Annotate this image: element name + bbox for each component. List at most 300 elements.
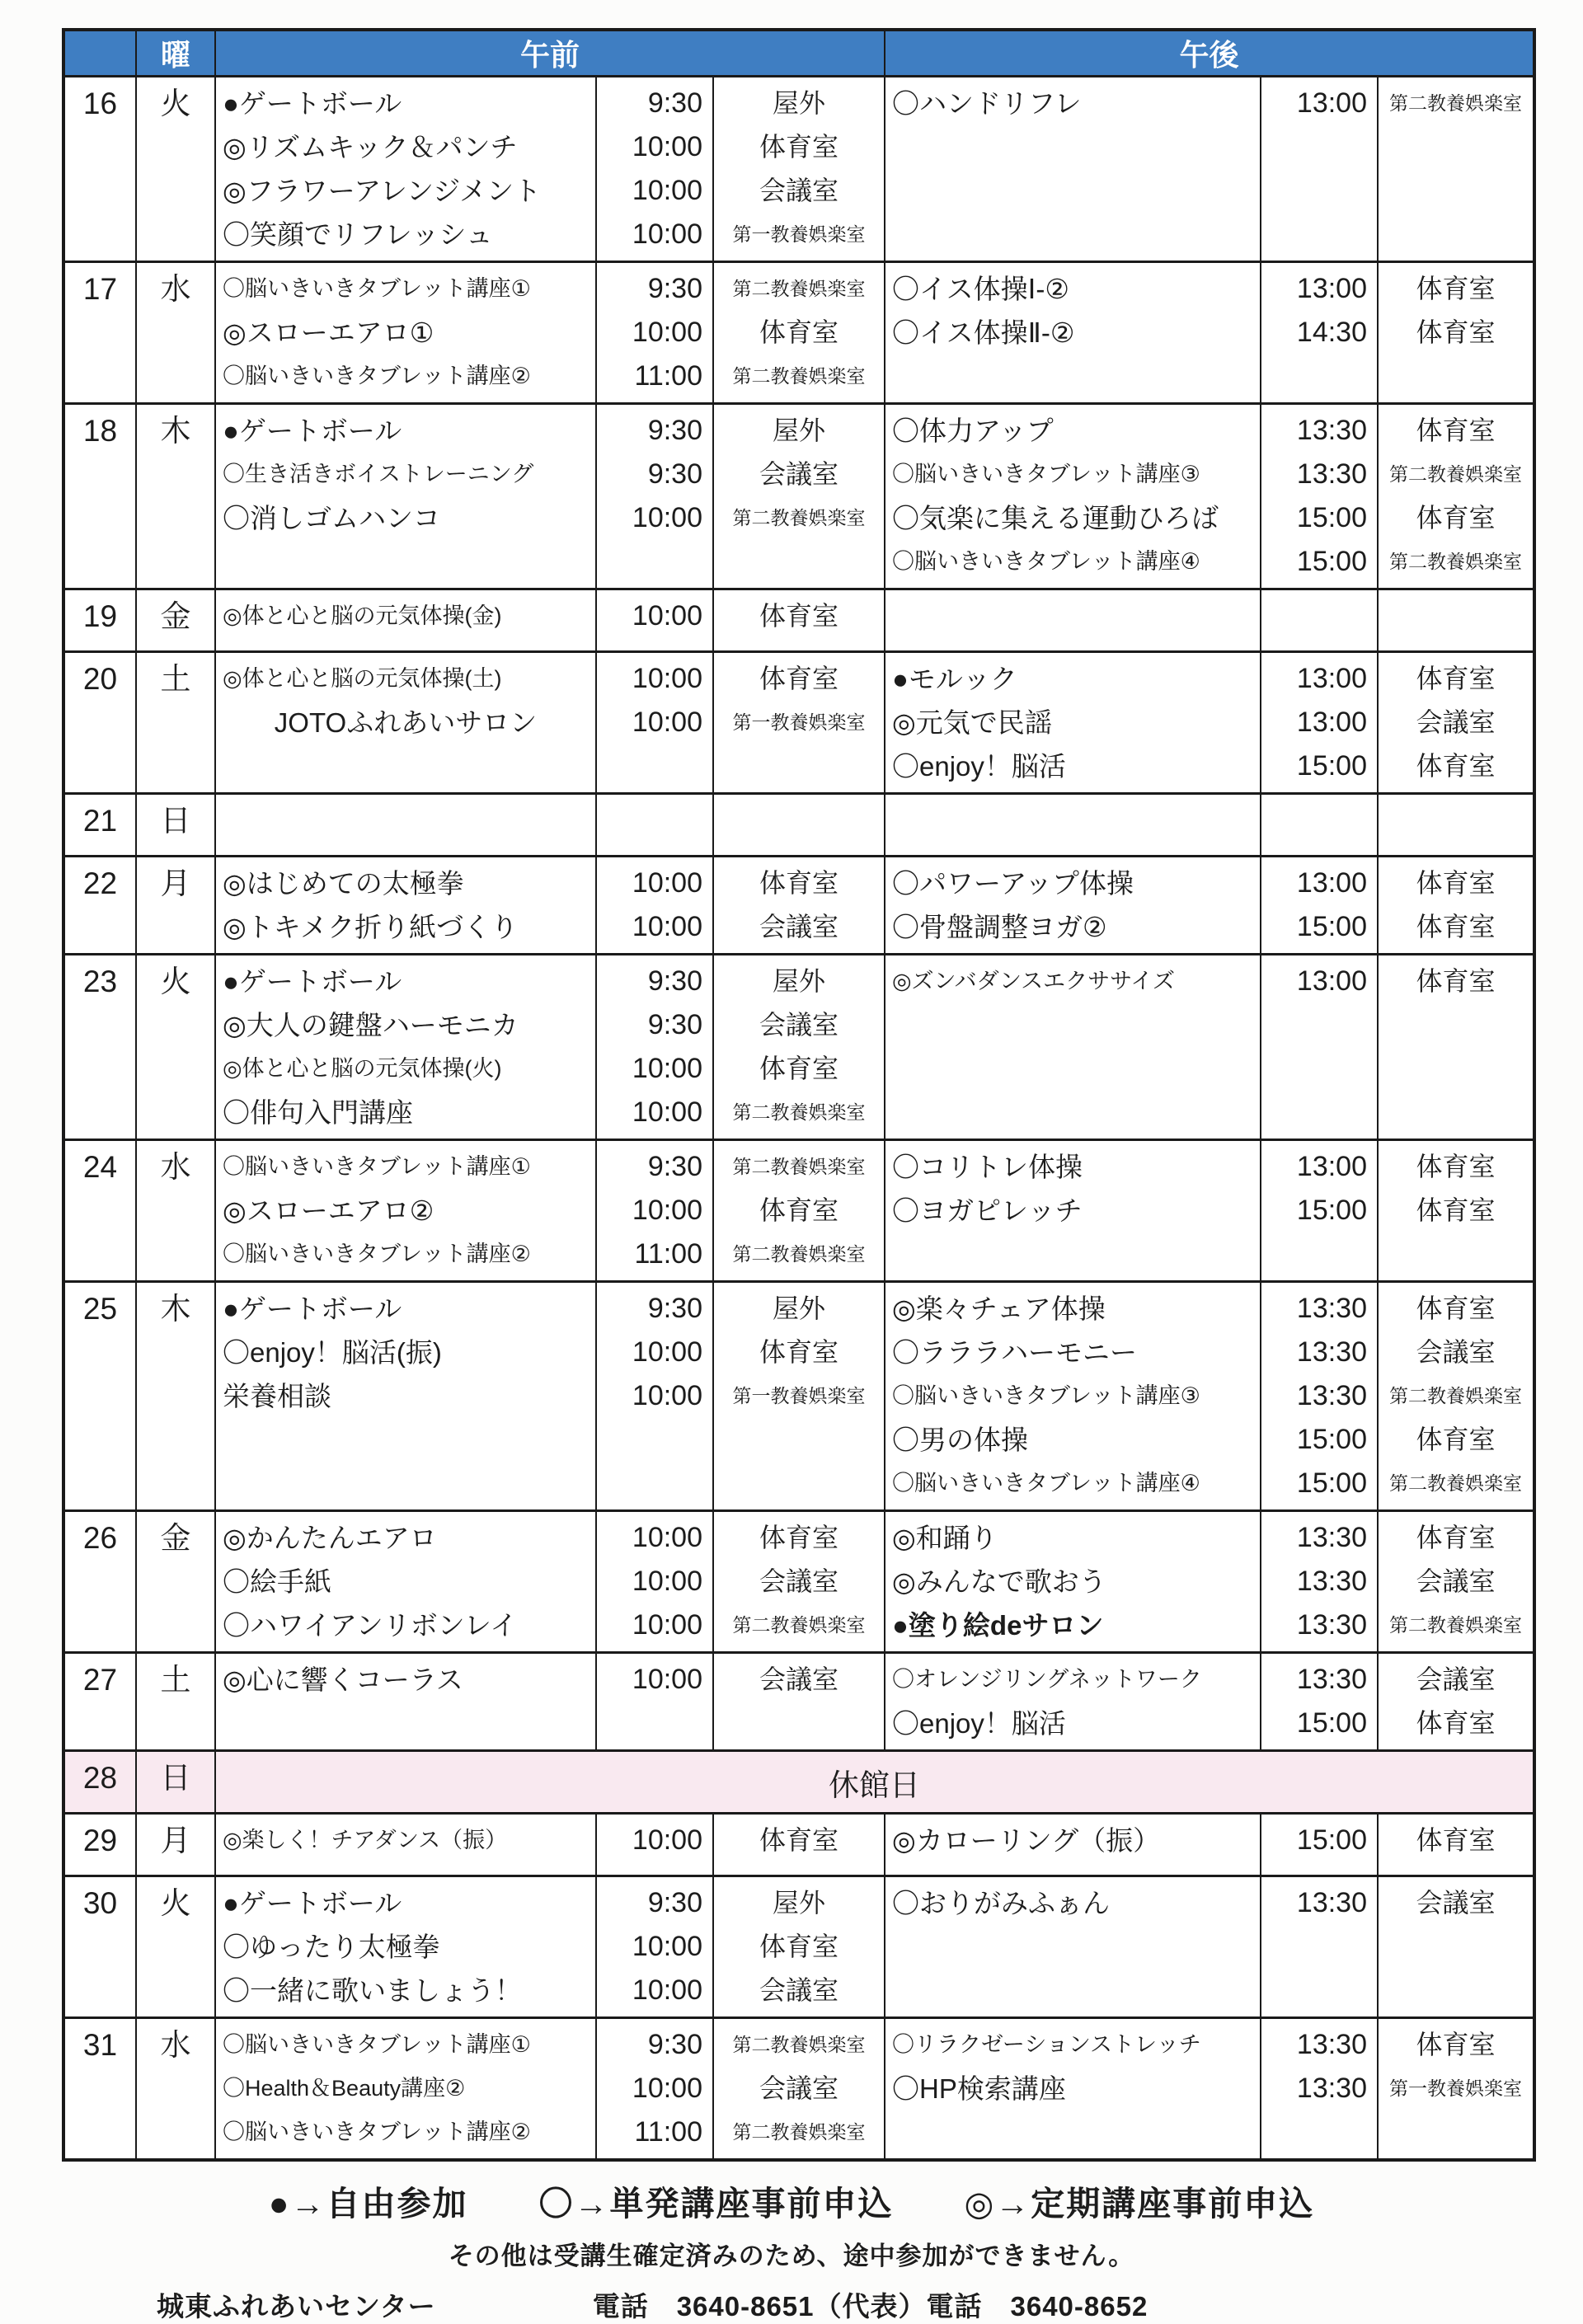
room-line: 第二教養娯楽室 xyxy=(732,2121,866,2143)
pm-time-cell xyxy=(1261,1814,1378,1876)
time-line: 13:30 xyxy=(1296,2029,1367,2060)
activity-line: 〇enjoy！脳活 xyxy=(892,751,1066,782)
room-line: 体育室 xyxy=(759,1523,838,1552)
room-line: 屋外 xyxy=(772,1888,825,1918)
am-activity-cell xyxy=(215,955,596,1140)
activity-line: ◎元気で民謡 xyxy=(892,707,1052,738)
am-activity-cell xyxy=(215,1653,596,1751)
am-room-cell xyxy=(713,1140,885,1282)
activity-line: 〇笑顔でリフレッシュ xyxy=(223,219,493,250)
day-cell: 土 xyxy=(136,652,215,794)
time-line: 14:30 xyxy=(1296,317,1367,348)
room-line: 体育室 xyxy=(1416,1293,1496,1323)
time-line: 13:00 xyxy=(1296,965,1367,997)
room-line: 第二教養娯楽室 xyxy=(732,1156,866,1177)
room-line: 体育室 xyxy=(1416,912,1496,941)
time-line: 13:00 xyxy=(1296,1151,1367,1182)
room-line: 体育室 xyxy=(1416,1708,1496,1738)
room-line: 体育室 xyxy=(1416,1195,1496,1225)
pm-room-cell xyxy=(1378,857,1534,955)
pm-activity-cell xyxy=(885,1653,1261,1751)
date-cell: 26 xyxy=(63,1511,136,1653)
table-row xyxy=(63,955,1534,1140)
room-line: 第二教養娯楽室 xyxy=(1389,1472,1522,1494)
room-line: 体育室 xyxy=(1416,416,1496,445)
activity-line: ◎スローエアロ① xyxy=(223,317,435,348)
room-line: 会議室 xyxy=(759,1975,838,2005)
am-time-cell xyxy=(596,1140,713,1282)
room-line: 第二教養娯楽室 xyxy=(732,1101,866,1123)
day-cell: 日 xyxy=(136,1751,215,1814)
pm-room-cell xyxy=(1378,1814,1534,1876)
participation-note: その他は受講生確定済みのため、途中参加ができません。 xyxy=(448,2242,1135,2270)
room-line: 体育室 xyxy=(1416,868,1496,898)
time-line: 10:00 xyxy=(632,1096,702,1128)
pm-room-cell xyxy=(1378,1140,1534,1282)
am-activity-cell xyxy=(215,1814,596,1876)
room-line: 体育室 xyxy=(1416,664,1496,693)
time-line: 10:00 xyxy=(632,1522,702,1553)
pm-room-cell xyxy=(1378,1511,1534,1653)
room-line: 体育室 xyxy=(1416,2030,1496,2059)
table-row xyxy=(63,1876,1534,2018)
am-room-cell xyxy=(713,77,885,262)
day-cell: 月 xyxy=(136,857,215,955)
time-line: 9:30 xyxy=(647,1887,702,1918)
pm-activity-cell xyxy=(885,1814,1261,1876)
date-cell: 25 xyxy=(63,1282,136,1511)
am-time-cell xyxy=(596,794,713,857)
pm-room-cell xyxy=(1378,2018,1534,2161)
pm-activity-cell xyxy=(885,262,1261,404)
time-line: 13:30 xyxy=(1296,1566,1367,1597)
activity-line: 〇ラララハーモニー xyxy=(892,1337,1137,1368)
activity-line: ◎カローリング（振） xyxy=(892,1825,1161,1856)
pm-time-cell xyxy=(1261,2018,1378,2161)
closed-notice-cell: 休館日 xyxy=(215,1751,1534,1814)
am-activity-cell xyxy=(215,2018,596,2161)
am-room-cell xyxy=(713,652,885,794)
activity-line: 〇ヨガピレッチ xyxy=(892,1195,1083,1226)
time-line: 13:00 xyxy=(1296,273,1367,304)
time-line: 9:30 xyxy=(647,2029,702,2060)
time-line: 15:00 xyxy=(1296,750,1367,782)
room-line: 会議室 xyxy=(1416,1664,1496,1694)
time-line: 10:00 xyxy=(632,1380,702,1411)
pm-time-cell xyxy=(1261,1511,1378,1653)
day-cell: 火 xyxy=(136,955,215,1140)
activity-line: ◎心に響くコーラス xyxy=(223,1664,463,1695)
activity-line: ●ゲートボール xyxy=(223,1293,402,1324)
activity-line: ◎トキメク折り紙づくり xyxy=(223,912,519,942)
date-cell: 31 xyxy=(63,2018,136,2161)
room-line: 会議室 xyxy=(759,459,838,489)
room-line: 体育室 xyxy=(1416,274,1496,303)
am-activity-cell xyxy=(215,77,596,262)
activity-line: ◎フラワーアレンジメント xyxy=(223,176,542,206)
pm-time-cell xyxy=(1261,1876,1378,2018)
activity-line: 〇気楽に集える運動ひろば xyxy=(892,503,1219,533)
room-line: 会議室 xyxy=(759,1010,838,1040)
table-row xyxy=(63,652,1534,794)
room-line: 体育室 xyxy=(759,1195,838,1225)
time-line: 11:00 xyxy=(634,360,702,392)
activity-line: 〇脳いきいきタブレット講座① xyxy=(223,1154,531,1179)
am-time-cell xyxy=(596,77,713,262)
am-room-cell xyxy=(713,1511,885,1653)
am-activity-cell xyxy=(215,652,596,794)
day-cell: 水 xyxy=(136,2018,215,2161)
activity-line: 〇ハンドリフレ xyxy=(892,88,1082,119)
am-time-cell xyxy=(596,1876,713,2018)
am-room-cell xyxy=(713,2018,885,2161)
room-line: 第二教養娯楽室 xyxy=(732,2034,866,2055)
time-line: 10:00 xyxy=(632,175,702,206)
activity-line: 〇骨盤調整ヨガ② xyxy=(892,912,1107,942)
pm-activity-cell xyxy=(885,589,1261,652)
pm-time-cell xyxy=(1261,77,1378,262)
time-line: 10:00 xyxy=(632,218,702,250)
room-line: 屋外 xyxy=(772,88,825,118)
time-line: 10:00 xyxy=(632,317,702,348)
activity-line: 〇オレンジリングネットワーク xyxy=(892,1667,1202,1692)
activity-line: 〇脳いきいきタブレット講座② xyxy=(223,364,531,388)
activity-line: ◎体と心と脳の元気体操(金) xyxy=(223,603,502,628)
activity-line: ●ゲートボール xyxy=(223,416,402,446)
room-line: 体育室 xyxy=(759,1825,838,1855)
pm-room-cell xyxy=(1378,955,1534,1140)
date-cell: 30 xyxy=(63,1876,136,2018)
day-cell: 月 xyxy=(136,1814,215,1876)
activity-line: 〇リラクゼーションストレッチ xyxy=(892,2032,1201,2057)
am-activity-cell xyxy=(215,1282,596,1511)
am-room-cell xyxy=(713,262,885,404)
time-line: 10:00 xyxy=(632,1566,702,1597)
table-row xyxy=(63,1751,1534,1814)
room-line: 屋外 xyxy=(772,1293,825,1323)
am-time-cell xyxy=(596,2018,713,2161)
pm-room-cell xyxy=(1378,794,1534,857)
day-cell: 金 xyxy=(136,1511,215,1653)
room-line: 会議室 xyxy=(759,2073,838,2103)
activity-line: ●ゲートボール xyxy=(223,88,402,119)
am-time-cell xyxy=(596,589,713,652)
table-row xyxy=(63,1140,1534,1282)
am-room-cell xyxy=(713,1653,885,1751)
activity-line: 〇コリトレ体操 xyxy=(892,1152,1083,1182)
room-line: 体育室 xyxy=(759,132,838,162)
facility-name: 城東ふれあいセンター xyxy=(157,2291,436,2322)
pm-time-cell xyxy=(1261,955,1378,1140)
activity-line: ◎スローエアロ② xyxy=(223,1195,435,1226)
pm-room-cell xyxy=(1378,589,1534,652)
time-line: 13:30 xyxy=(1296,1887,1367,1918)
room-line: 第一教養娯楽室 xyxy=(1389,2078,1522,2099)
am-activity-cell xyxy=(215,1140,596,1282)
pm-activity-cell xyxy=(885,2018,1261,2161)
time-line: 15:00 xyxy=(1296,1824,1367,1856)
activity-line: 〇イス体操Ⅰ-② xyxy=(892,274,1069,304)
date-cell: 16 xyxy=(63,77,136,262)
header-row xyxy=(63,30,1534,77)
pm-time-cell xyxy=(1261,794,1378,857)
room-line: 体育室 xyxy=(759,1932,838,1961)
time-line: 15:00 xyxy=(1296,502,1367,533)
activity-line: ◎みんなで歌おう xyxy=(892,1566,1106,1597)
room-line: 第二教養娯楽室 xyxy=(1389,92,1522,114)
time-line: 13:00 xyxy=(1296,663,1367,694)
activity-line: ●ゲートボール xyxy=(223,966,402,997)
pm-activity-cell xyxy=(885,955,1261,1140)
header-day: 曜 xyxy=(136,30,215,77)
am-room-cell xyxy=(713,857,885,955)
activity-line: 〇enjoy！脳活(振) xyxy=(223,1337,442,1368)
time-line: 15:00 xyxy=(1296,1195,1367,1226)
room-line: 会議室 xyxy=(759,176,838,205)
room-line: 会議室 xyxy=(1416,707,1496,737)
activity-line: 〇生き活きボイストレーニング xyxy=(223,462,534,486)
time-line: 9:30 xyxy=(647,87,702,119)
room-line: 第二教養娯楽室 xyxy=(732,1614,866,1636)
activity-line: ●塗り絵deサロン xyxy=(892,1610,1104,1641)
activity-line: ◎体と心と脳の元気体操(火) xyxy=(223,1056,502,1081)
time-line: 13:00 xyxy=(1296,867,1367,899)
am-activity-cell xyxy=(215,1876,596,2018)
pm-room-cell xyxy=(1378,1876,1534,2018)
time-line: 13:30 xyxy=(1296,1609,1367,1641)
pm-activity-cell xyxy=(885,1511,1261,1653)
am-time-cell xyxy=(596,1653,713,1751)
room-line: 屋外 xyxy=(772,416,825,445)
time-line: 9:30 xyxy=(647,1009,702,1040)
table-row xyxy=(63,589,1534,652)
time-line: 13:00 xyxy=(1296,707,1367,738)
room-line: 屋外 xyxy=(772,966,825,996)
room-line: 体育室 xyxy=(1416,1152,1496,1181)
day-cell: 火 xyxy=(136,1876,215,2018)
day-cell: 木 xyxy=(136,1282,215,1511)
header-date xyxy=(63,30,136,77)
date-cell: 24 xyxy=(63,1140,136,1282)
am-activity-cell xyxy=(215,404,596,589)
day-cell: 水 xyxy=(136,262,215,404)
time-line: 10:00 xyxy=(632,1931,702,1962)
activity-line: 〇enjoy！脳活 xyxy=(892,1708,1066,1739)
pm-activity-cell xyxy=(885,652,1261,794)
activity-line: 〇おりがみふぁん xyxy=(892,1888,1110,1918)
time-line: 9:30 xyxy=(647,965,702,997)
pm-room-cell xyxy=(1378,262,1534,404)
activity-line: ◎リズムキック＆パンチ xyxy=(223,132,518,162)
activity-line: ●モルック xyxy=(892,664,1017,694)
time-line: 9:30 xyxy=(647,273,702,304)
table-row xyxy=(63,1282,1534,1511)
room-line: 体育室 xyxy=(759,664,838,693)
activity-line: 〇イス体操Ⅱ-② xyxy=(892,317,1075,348)
date-cell: 19 xyxy=(63,589,136,652)
activity-line: 〇脳いきいきタブレット講座④ xyxy=(892,1471,1200,1495)
pm-time-cell xyxy=(1261,1282,1378,1511)
room-line: 会議室 xyxy=(1416,1566,1496,1596)
time-line: 10:00 xyxy=(632,2073,702,2104)
table-row xyxy=(63,77,1534,262)
table-row xyxy=(63,1814,1534,1876)
pm-room-cell xyxy=(1378,404,1534,589)
day-cell: 土 xyxy=(136,1653,215,1751)
am-time-cell xyxy=(596,262,713,404)
pm-activity-cell xyxy=(885,794,1261,857)
am-time-cell xyxy=(596,652,713,794)
activity-line: 〇脳いきいきタブレット講座④ xyxy=(892,549,1200,574)
room-line: 体育室 xyxy=(1416,1425,1496,1454)
day-cell: 木 xyxy=(136,404,215,589)
pm-room-cell xyxy=(1378,77,1534,262)
time-line: 10:00 xyxy=(632,502,702,533)
room-line: 第二教養娯楽室 xyxy=(1389,463,1522,485)
footer xyxy=(0,2176,1583,2324)
date-cell: 29 xyxy=(63,1814,136,1876)
room-line: 会議室 xyxy=(1416,1337,1496,1367)
pm-activity-cell xyxy=(885,1876,1261,2018)
time-line: 10:00 xyxy=(632,911,702,942)
am-time-cell xyxy=(596,404,713,589)
activity-line: ◎大人の鍵盤ハーモニカ xyxy=(223,1010,519,1040)
room-line: 第二教養娯楽室 xyxy=(732,278,866,299)
room-line: 体育室 xyxy=(759,317,838,347)
time-line: 9:30 xyxy=(647,1151,702,1182)
pm-time-cell xyxy=(1261,589,1378,652)
date-cell: 20 xyxy=(63,652,136,794)
pm-activity-cell xyxy=(885,1282,1261,1511)
activity-line: ◎和踊り xyxy=(892,1523,998,1553)
pm-activity-cell xyxy=(885,77,1261,262)
time-line: 10:00 xyxy=(632,1664,702,1695)
activity-line: 〇HP検索講座 xyxy=(892,2073,1066,2104)
time-line: 10:00 xyxy=(632,867,702,899)
activity-line: 〇脳いきいきタブレット講座② xyxy=(223,2120,531,2144)
table-row xyxy=(63,1653,1534,1751)
pm-activity-cell xyxy=(885,404,1261,589)
room-line: 会議室 xyxy=(759,1566,838,1596)
pm-room-cell xyxy=(1378,1282,1534,1511)
schedule-table xyxy=(62,28,1536,2162)
date-cell: 18 xyxy=(63,404,136,589)
room-line: 体育室 xyxy=(1416,503,1496,533)
time-line: 13:30 xyxy=(1296,458,1367,490)
activity-line: 〇絵手紙 xyxy=(223,1566,331,1597)
time-line: 9:30 xyxy=(647,415,702,446)
am-time-cell xyxy=(596,1282,713,1511)
am-room-cell xyxy=(713,1282,885,1511)
activity-line: 〇ハワイアンリボンレイ xyxy=(223,1610,518,1641)
day-cell: 日 xyxy=(136,794,215,857)
pm-room-cell xyxy=(1378,1653,1534,1751)
time-line: 11:00 xyxy=(634,2116,702,2148)
time-line: 11:00 xyxy=(634,1238,702,1270)
time-line: 13:30 xyxy=(1296,1336,1367,1368)
time-line: 10:00 xyxy=(632,663,702,694)
am-time-cell xyxy=(596,1511,713,1653)
header-afternoon: 午後 xyxy=(885,30,1534,77)
room-line: 会議室 xyxy=(1416,1888,1496,1918)
am-time-cell xyxy=(596,857,713,955)
time-line: 10:00 xyxy=(632,131,702,162)
room-line: 会議室 xyxy=(759,912,838,941)
am-activity-cell xyxy=(215,589,596,652)
am-room-cell xyxy=(713,1814,885,1876)
room-line: 第一教養娯楽室 xyxy=(732,711,866,733)
date-cell: 21 xyxy=(63,794,136,857)
room-line: 体育室 xyxy=(1416,966,1496,996)
activity-line: 栄養相談 xyxy=(223,1381,331,1411)
pm-room-cell xyxy=(1378,652,1534,794)
time-line: 15:00 xyxy=(1296,1467,1367,1499)
am-room-cell xyxy=(713,1876,885,2018)
pm-time-cell xyxy=(1261,1653,1378,1751)
table-row xyxy=(63,857,1534,955)
am-room-cell xyxy=(713,404,885,589)
time-line: 15:00 xyxy=(1296,546,1367,577)
day-cell: 金 xyxy=(136,589,215,652)
time-line: 10:00 xyxy=(632,1053,702,1084)
time-line: 10:00 xyxy=(632,1824,702,1856)
am-room-cell xyxy=(713,955,885,1140)
time-line: 10:00 xyxy=(632,707,702,738)
time-line: 13:30 xyxy=(1296,415,1367,446)
am-activity-cell xyxy=(215,857,596,955)
am-activity-cell xyxy=(215,262,596,404)
room-line: 体育室 xyxy=(1416,751,1496,781)
time-line: 10:00 xyxy=(632,600,702,631)
room-line: 第一教養娯楽室 xyxy=(732,223,866,245)
activity-line: 〇脳いきいきタブレット講座③ xyxy=(892,1383,1200,1408)
room-line: 体育室 xyxy=(1416,1523,1496,1552)
activity-line: 〇男の体操 xyxy=(892,1425,1028,1455)
activity-line: 〇パワーアップ体操 xyxy=(892,868,1134,899)
am-activity-cell xyxy=(215,794,596,857)
time-line: 10:00 xyxy=(632,1609,702,1641)
activity-line: 〇ゆったり太極拳 xyxy=(223,1932,440,1962)
activity-line: 〇消しゴムハンコ xyxy=(223,503,440,533)
activity-line: 〇Health＆Beauty講座② xyxy=(223,2076,466,2101)
time-line: 15:00 xyxy=(1296,1424,1367,1455)
pm-activity-cell xyxy=(885,857,1261,955)
pm-activity-cell xyxy=(885,1140,1261,1282)
activity-line: ◎はじめての太極拳 xyxy=(223,868,464,899)
table-row xyxy=(63,262,1534,404)
room-line: 体育室 xyxy=(759,1337,838,1367)
schedule-body xyxy=(63,77,1534,2161)
room-line: 第二教養娯楽室 xyxy=(1389,1614,1522,1636)
room-line: 第二教養娯楽室 xyxy=(732,1243,866,1265)
time-line: 13:30 xyxy=(1296,1293,1367,1324)
date-cell: 22 xyxy=(63,857,136,955)
room-line: 体育室 xyxy=(1416,317,1496,347)
date-cell: 28 xyxy=(63,1751,136,1814)
pm-time-cell xyxy=(1261,404,1378,589)
activity-line: 〇脳いきいきタブレット講座③ xyxy=(892,462,1200,486)
room-line: 第二教養娯楽室 xyxy=(1389,1385,1522,1406)
table-row xyxy=(63,1511,1534,1653)
contact-line xyxy=(0,2285,1583,2324)
am-activity-cell xyxy=(215,1511,596,1653)
am-time-cell xyxy=(596,1814,713,1876)
date-cell: 17 xyxy=(63,262,136,404)
am-time-cell xyxy=(596,955,713,1140)
date-cell: 23 xyxy=(63,955,136,1140)
activity-line: 〇脳いきいきタブレット講座① xyxy=(223,276,531,301)
phone-numbers: 電話 3640-8651（代表）電話 3640-8652 xyxy=(592,2291,1148,2322)
